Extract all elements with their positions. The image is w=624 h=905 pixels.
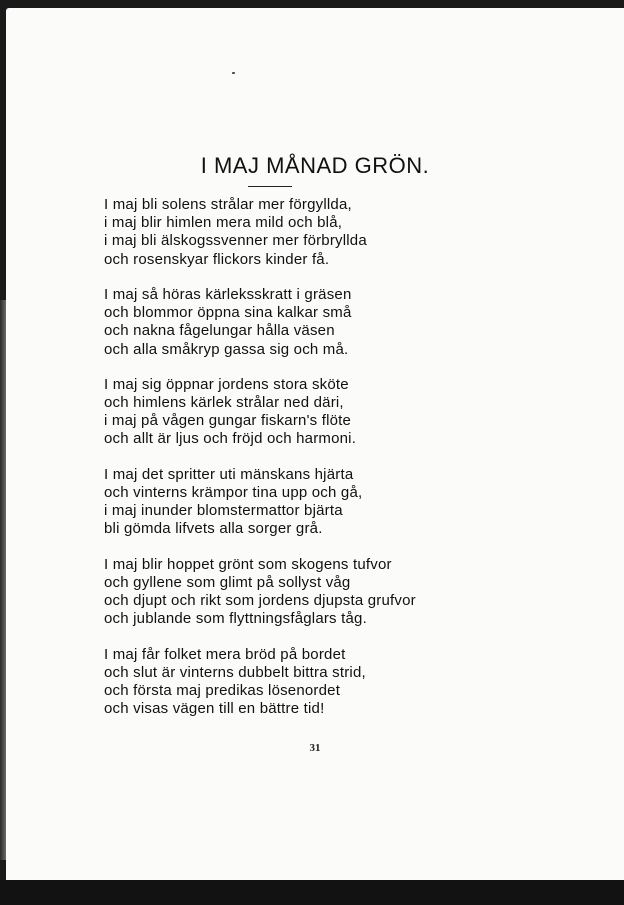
poem-line: och allt är ljus och fröjd och harmoni. <box>104 430 357 448</box>
page-number: 31 <box>309 742 321 754</box>
stanza <box>104 286 604 359</box>
poem-body <box>104 196 604 736</box>
ink-speck <box>232 72 235 74</box>
title-divider <box>248 186 292 187</box>
poem-line: och slut är vinterns dubbelt bittra strid, <box>104 663 366 681</box>
scan-bottom-border <box>0 880 624 905</box>
stanza <box>104 466 604 539</box>
stanza <box>104 646 604 719</box>
poem-line: I maj bli solens strålar mer förgyllda, <box>104 196 352 213</box>
poem-line: i maj inunder blomstermattor bjärta <box>104 502 343 520</box>
stanza <box>104 556 604 629</box>
poem-line: och nakna fågelungar hålla väsen <box>104 322 335 340</box>
scan-edge-shadow <box>0 300 6 860</box>
poem-line: och första maj predikas lösenordet <box>104 682 341 700</box>
poem-line: och vinterns krämpor tina upp och gå, <box>104 484 363 501</box>
poem-line: I maj får folket mera bröd på bordet <box>104 645 346 663</box>
poem-line: och gyllene som glimt på sollyst våg <box>104 573 351 591</box>
poem-line: I maj det spritter uti mänskans hjärta <box>104 465 354 483</box>
book-page <box>6 8 624 880</box>
poem-line: i maj på vågen gungar fiskarn's flöte <box>104 412 352 430</box>
stanza <box>104 196 604 269</box>
poem-line: I maj sig öppnar jordens stora sköte <box>104 375 349 393</box>
poem-line: I maj blir hoppet grönt som skogens tufvor <box>104 555 392 573</box>
poem-line: bli gömda lifvets alla sorger grå. <box>104 520 323 538</box>
poem-line: och djupt och rikt som jordens djupsta grufvor <box>104 592 416 610</box>
poem-line: och alla småkryp gassa sig och må. <box>104 340 349 358</box>
poem-line: och rosenskyar flickors kinder få. <box>104 250 330 268</box>
poem-line: och visas vägen till en bättre tid! <box>104 700 325 718</box>
poem-line: i maj bli älskogssvenner mer förbryllda <box>104 232 367 250</box>
poem-line: i maj blir himlen mera mild och blå, <box>104 214 343 232</box>
poem-line: och jublande som flyttningsfåglars tåg. <box>104 610 367 628</box>
poem-line: och himlens kärlek strålar ned däri, <box>104 394 344 412</box>
poem-title: I MAJ MÅNAD GRÖN. <box>200 153 430 178</box>
poem-line: I maj så höras kärleksskratt i gräsen <box>104 285 352 303</box>
stanza <box>104 376 604 449</box>
poem-line: och blommor öppna sina kalkar små <box>104 304 352 322</box>
